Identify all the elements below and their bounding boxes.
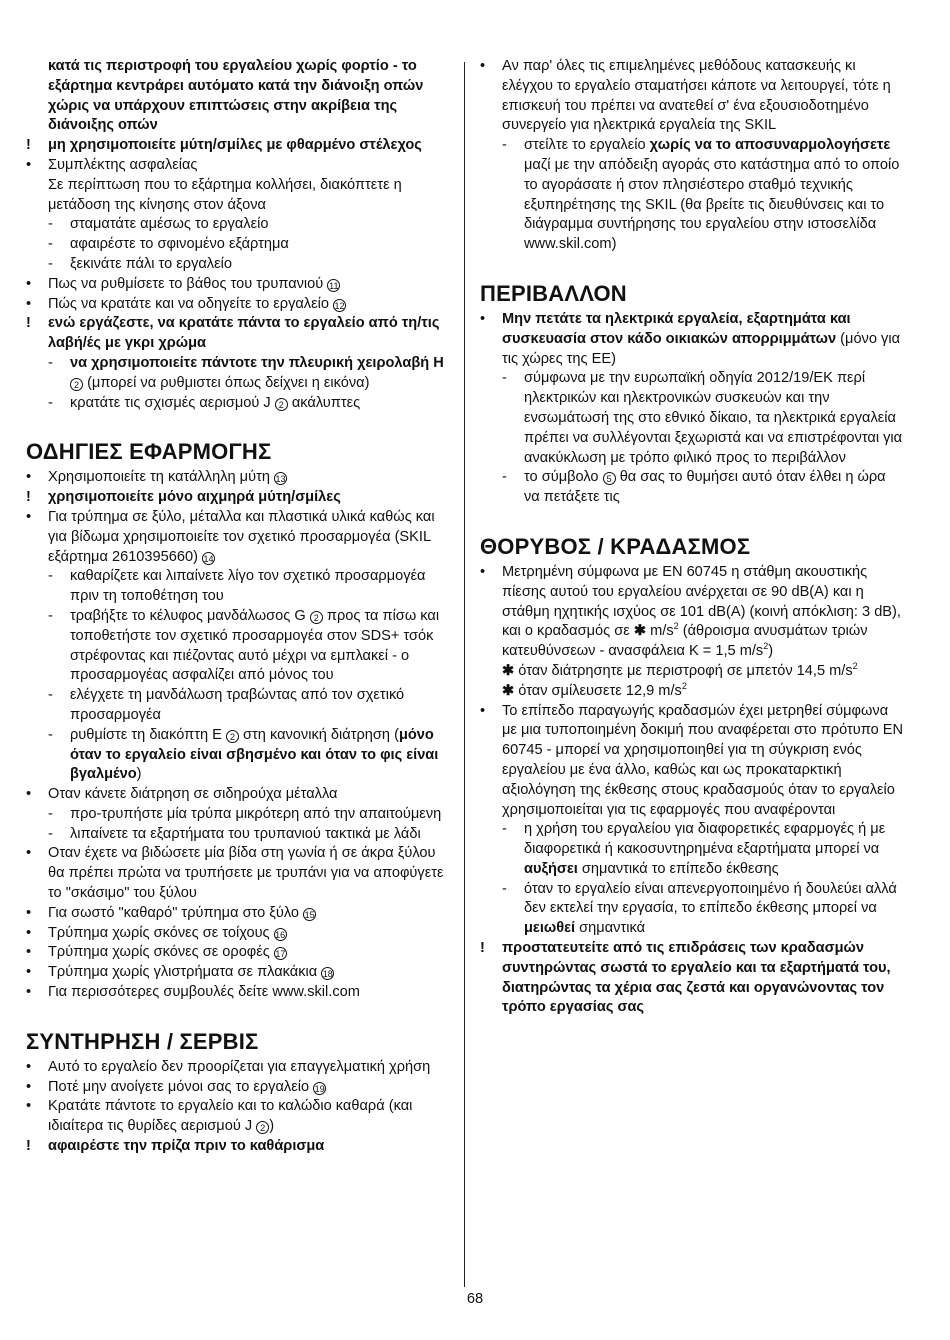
dash-item: - προ-τρυπήστε μία τρύπα μικρότερη από την απαιτούμενη bbox=[48, 805, 442, 822]
bullet-item: • Ποτέ μην ανοίγετε μόνοι σας το εργαλείο 19 bbox=[26, 1078, 325, 1095]
bullet-item: • Αν παρ' όλες τις επιμελημένες μεθόδους κατασκευής κι ελέγχου το εργαλείο σταματήσει κάποτε να λειτουργεί, τότε η επισκευή του πρέπει να ανατεθεί σ' ένα εξουσιοδοτημένο συνεργείο για ηλεκτρικά εργαλεία της SKIL bbox=[480, 58, 891, 134]
dash-item: - όταν το εργαλείο είναι απενεργοποιημένο ή δουλεύει αλλά δεν εκτελεί την εργασία, το επίπεδο έκθεσης μπορεί να μειωθεί σημαντικά bbox=[502, 880, 897, 937]
left-column bbox=[26, 57, 451, 1157]
bullet-item: • Πώς να κρατάτε και να οδηγείτε το εργαλείο 12 bbox=[26, 295, 345, 312]
warning-item: ! προστατευτείτε από τις επιδράσεις των κραδασμών συντηρώντας σωστά το εργαλείο και τα εξαρτήματά του, διατηρώντας τα χέρια σας ζεστά και οργανώνοντας τον τρόπο εργασίας σας bbox=[480, 940, 891, 1016]
paragraph: ✱ όταν διάτρησητε με περιστροφή σε μπετόν 14,5 $m/s^2$ bbox=[502, 661, 858, 679]
figure-ref: 15 bbox=[304, 909, 315, 920]
bullet-item: • Για σωστό "καθαρό" τρύπημα στο ξύλο 15 bbox=[26, 904, 315, 921]
figure-ref: 14 bbox=[203, 553, 214, 564]
bullet-item: • Για περισσότερες συμβουλές δείτε www.skil.com bbox=[26, 984, 360, 1001]
bullet-item: • Τρύπημα χωρίς γλιστρήματα σε πλακάκια 18 bbox=[26, 964, 333, 981]
dash-item: - ξεκινάτε πάλι το εργαλείο bbox=[48, 255, 232, 272]
figure-ref: 2 bbox=[256, 1121, 269, 1134]
figure-ref: 12 bbox=[334, 300, 345, 311]
dash-item: - ρυθμίστε τη διακόπτη E 2 στη κανονική διάτρηση (μόνο όταν το εργαλείο είναι σβησμένο και όταν το φις είναι βγαλμένο) bbox=[48, 726, 439, 783]
dash-item: - σταματάτε αμέσως το εργαλείο bbox=[48, 216, 269, 233]
bullet-item: • Πως να ρυθμίσετε το βάθος του τρυπανιού 11 bbox=[26, 275, 339, 292]
dash-item: - λιπαίνετε τα εξαρτήματα του τρυπανιού τακτικά με λάδι bbox=[48, 825, 421, 842]
bullet-item: • Συμπλέκτης ασφαλείας bbox=[26, 156, 198, 173]
warning-item: ! χρησιμοποιείτε μόνο αιχμηρά μύτη/σμίλες bbox=[26, 489, 341, 506]
bullet-item: • Μην πετάτε τα ηλεκτρικά εργαλεία, εξαρτημάτα και συσκευασία στον κάδο οικιακών απορριμμάτων (μόνο για τις χώρες της ΕΕ) bbox=[480, 310, 901, 367]
dash-item: - αφαιρέστε το σφινομένο εξάρτημα bbox=[48, 236, 289, 253]
cont-bold-text: κατά τις περιστροφή του εργαλείου χωρίς φορτίο - το εξάρτημα κεντράρει αυτόματο κατά την διάνοιξη οπών χώρις να υπάρχουν επιπτώσεις στην ακρίβεια της διάνοιξης οπών bbox=[48, 58, 424, 134]
dash-item: - καθαρίζετε και λιπαίνετε λίγο τον σχετικό προσαρμογέα πριν τη τοποθέτηση του bbox=[48, 568, 426, 605]
figure-ref: 5 bbox=[603, 472, 616, 485]
asterisk-icon: ✱ bbox=[633, 623, 647, 640]
asterisk-icon: ✱ bbox=[502, 662, 515, 679]
bullet-item: • Τρύπημα χωρίς σκόνες σε οροφές 17 bbox=[26, 944, 286, 961]
paragraph: Σε περίπτωση που το εξάρτημα κολλήσει, διακόπτετε η μετάδοση της κίνησης στον άξονα bbox=[48, 176, 402, 213]
dash-item: - ελέγχετε τη μανδάλωση τραβώντας από τον σχετικό προσαρμογέα bbox=[48, 687, 405, 723]
dash-item: - στείλτε το εργαλείο χωρίς να το αποσυναρμολογήσετε μαζί με την απόδειξη αγοράς στο κατάστημα από το οποίο το αγοράσατε ή στον πλησιέστερο σταθμό τεχνικής εξυπηρέτησης της SKIL (θα βρείτε τις διευθύνσεις και το διάγραμμα συντήρησης του εργαλείου στην ιστοσελίδα www.skil.com) bbox=[502, 137, 900, 253]
right-column bbox=[480, 57, 905, 1018]
bullet-item: • Μετρημένη σύμφωνα με EN 60745 η στάθμη ακουστικής πίεσης αυτού του εργαλείου ανέρχεται σε 90 dB(A) και η στάθμη ηχητικής ισχύος σε 101 dB(A) (κοινή απόκλιση: 3 dB), και ο κραδασμός σε ✱ $m/s^2$ (άθροισμα ανυσμάτων τριών κατευθύνσεων - ανασφάλεια K = 1,5 $m/s^2$) bbox=[480, 563, 901, 660]
figure-ref: 18 bbox=[322, 969, 333, 980]
figure-ref: 19 bbox=[314, 1083, 325, 1094]
warning-item: ! μη χρησιμοποιείτε μύτη/σμίλες με φθαρμένο στέλεχος bbox=[26, 137, 422, 154]
figure-ref: 13 bbox=[275, 474, 286, 485]
heading-noise: ΘΟΡΥΒΟΣ / ΚΡΑΔΑΣΜΟΣ bbox=[480, 533, 751, 559]
figure-ref: 2 bbox=[226, 730, 239, 743]
bullet-item: • Για τρύπημα σε ξύλο, μέταλλα και πλαστικά υλικά καθώς και για βίδωμα χρησιμοποιείτε τον σχετικό προσαρμογέα (SKIL εξάρτημα 2610395660) 14 bbox=[26, 508, 435, 565]
bullet-item: • Κρατάτε πάντοτε το εργαλείο και το καλώδιο καθαρά (και ιδιαίτερα τις θυρίδες αερισμού J 2 ) bbox=[26, 1098, 413, 1135]
dash-item: - η χρήση του εργαλείου για διαφορετικές εφαρμογές ή με διαφορετικά ή κακοσυντηρημένα εξαρτήματα μπορεί να αυξήσει σημαντικά το επίπεδο έκθεσης bbox=[502, 821, 886, 877]
column-divider bbox=[464, 62, 465, 1287]
figure-ref: 2 bbox=[275, 398, 288, 411]
dash-item: - σύμφωνα με την ευρωπαϊκή οδηγία 2012/19/ΕΚ περί ηλεκτρικών και ηλεκτρονικών συσκευών και την ενσωμάτωσή της στο εθνικό δίκαιο, τα ηλεκτρικά εργαλεία πρέπει να συλλέγονται ξεχωριστά και να επιστρέφονται για ανακύκλωση με τρόπο φιλικό προς το περιβάλλον bbox=[502, 370, 903, 466]
dash-item: - τραβήξτε το κέλυφος μανδάλωσος G 2 προς τα πίσω και τοποθετήστε τον σχετικό προσαρμογέα στον SDS+ τσόκ στρέφοντας και πιέζοντας αυτό μέχρι να εμπλακεί - ο προσαρμογέας ασφαλίζει από μόνος του bbox=[48, 607, 440, 684]
dash-item: - κρατάτε τις σχισμές αερισμού J 2 ακάλυπτες bbox=[48, 394, 361, 411]
figure-ref: 16 bbox=[275, 929, 286, 940]
figure-ref: 2 bbox=[310, 611, 323, 624]
bullet-item: • Οταν έχετε να βιδώσετε μία βίδα στη γωνία ή σε άκρα ξύλου θα πρέπει πρώτα να τρυπήσετε με τρυπάνι για να αποφύγετε το "σκάσιμο" του ξύλου bbox=[26, 845, 444, 902]
bullet-item: • Οταν κάνετε διάτρηση σε σιδηρούχα μέταλλα bbox=[26, 786, 338, 803]
dash-item: - το σύμβολο 5 θα σας το θυμήσει αυτό όταν έλθει η ώρα να πετάξετε τις bbox=[502, 469, 886, 506]
bullet-item: • Χρησιμοποιείτε τη κατάλληλη μύτη 13 bbox=[26, 469, 286, 486]
bullet-item: • Αυτό το εργαλείο δεν προορίζεται για επαγγελματική χρήση bbox=[26, 1058, 431, 1075]
figure-ref: 11 bbox=[329, 280, 339, 291]
page-number: 68 bbox=[466, 1291, 484, 1307]
bullet-item: • Τρύπημα χωρίς σκόνες σε τοίχους 16 bbox=[26, 924, 286, 941]
asterisk-icon: ✱ bbox=[502, 682, 515, 699]
paragraph: ✱ όταν σμίλευσετε 12,9 $m/s^2$ bbox=[502, 680, 687, 699]
heading-environment: ΠΕΡΙΒΑΛΛΟΝ bbox=[480, 280, 627, 306]
heading-maintenance: ΣΥΝΤΗΡΗΣΗ / ΣΕΡΒΙΣ bbox=[26, 1028, 259, 1054]
bullet-item: • Το επίπεδο παραγωγής κραδασμών έχει μετρηθεί σύμφωνα με μια τυποποιημένη δοκιμή που αναφέρεται στο πρότυπο EN 60745 - μπορεί να χρησιμοποιηθεί για τη σύγκριση ενός εργαλείου με ένα άλλο, καθώς και ως προκαταρκτική αξιολόγηση της έκθεσης στους κραδασμούς όταν το εργαλείο χρησιμοποιείται για τις εφαρμογές που αναφέρονται bbox=[480, 702, 904, 818]
figure-ref: 17 bbox=[275, 949, 286, 960]
dash-item: - να χρησιμοποιείτε πάντοτε την πλευρική χειρολαβή H 2 (μπορεί να ρυθμιστει όπως δείχνει η εικόνα) bbox=[48, 354, 444, 391]
figure-ref: 2 bbox=[70, 378, 83, 391]
warning-item: ! ενώ εργάζεστε, να κρατάτε πάντα το εργαλείο από τη/τις λαβή/ές με γκρι χρώμα bbox=[26, 315, 440, 352]
heading-application: ΟΔΗΓΙΕΣ ΕΦΑΡΜΟΓΗΣ bbox=[26, 439, 272, 465]
warning-item: ! αφαιρέστε την πρίζα πριν το καθάρισμα bbox=[26, 1138, 325, 1155]
